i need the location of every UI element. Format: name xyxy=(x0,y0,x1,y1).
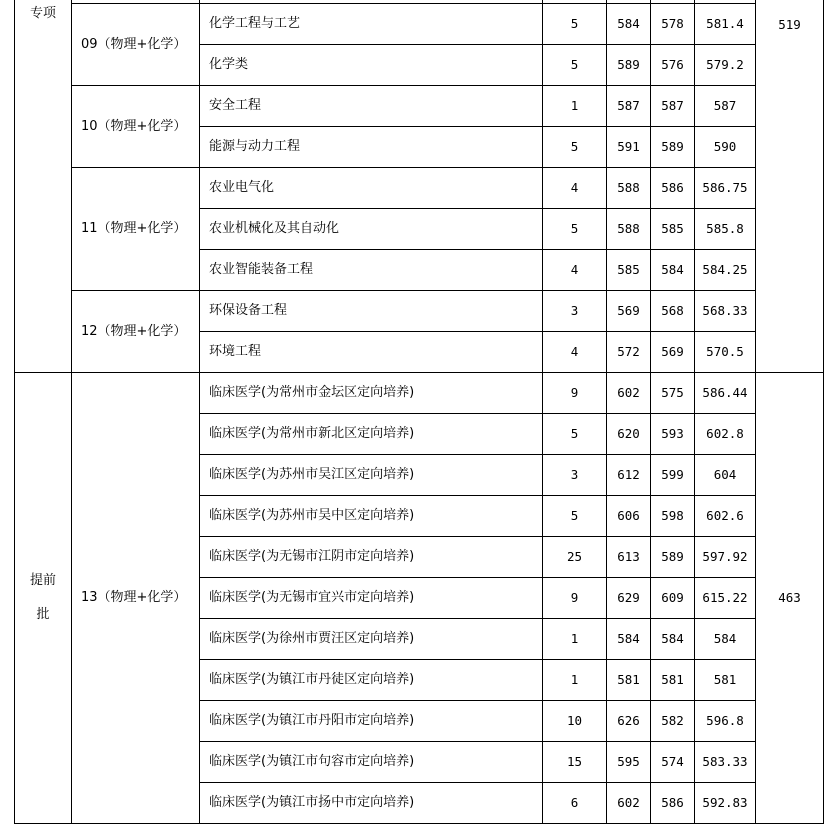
major-name-cell: 农业智能装备工程 xyxy=(200,250,543,291)
table-body xyxy=(15,0,824,824)
max-score-cell: 585 xyxy=(607,250,651,291)
avg-score-cell: 585.8 xyxy=(695,209,756,250)
max-score-cell: 584 xyxy=(607,4,651,45)
major-name-cell: 临床医学(为徐州市贾汪区定向培养) xyxy=(200,619,543,660)
min-score-cell: 582 xyxy=(651,701,695,742)
batch-label-line: 专项 xyxy=(29,6,56,21)
major-name-cell: 临床医学(为常州市新北区定向培养) xyxy=(200,414,543,455)
avg-score-cell: 584.25 xyxy=(695,250,756,291)
min-score-cell: 568 xyxy=(651,291,695,332)
table-row xyxy=(15,168,824,209)
avg-score-cell: 604 xyxy=(695,455,756,496)
batch-label-line: 批 xyxy=(36,607,50,622)
major-name-cell: 临床医学(为无锡市江阴市定向培养) xyxy=(200,537,543,578)
plan-count-cell: 4 xyxy=(543,332,607,373)
major-name-cell: 农业电气化 xyxy=(200,168,543,209)
major-name-cell: 环境工程 xyxy=(200,332,543,373)
max-score-cell: 589 xyxy=(607,45,651,86)
max-score-cell: 588 xyxy=(607,168,651,209)
avg-score-cell: 583.33 xyxy=(695,742,756,783)
control-line-cell: 519 xyxy=(756,0,824,373)
max-score-cell: 591 xyxy=(607,127,651,168)
min-score-cell: 586 xyxy=(651,783,695,824)
major-name-cell: 临床医学(为镇江市扬中市定向培养) xyxy=(200,783,543,824)
plan-count-cell: 4 xyxy=(543,168,607,209)
major-name-cell: 农业机械化及其自动化 xyxy=(200,209,543,250)
table-row xyxy=(15,4,824,45)
min-score-cell: 576 xyxy=(651,45,695,86)
avg-score-cell: 596.8 xyxy=(695,701,756,742)
plan-count-cell: 9 xyxy=(543,578,607,619)
major-name-cell: 临床医学(为镇江市句容市定向培养) xyxy=(200,742,543,783)
min-score-cell: 569 xyxy=(651,332,695,373)
min-score-cell: 589 xyxy=(651,537,695,578)
avg-score-cell: 592.83 xyxy=(695,783,756,824)
major-name-cell: 化学工程与工艺 xyxy=(200,4,543,45)
plan-count-cell: 6 xyxy=(543,783,607,824)
min-score-cell: 581 xyxy=(651,660,695,701)
major-name-cell: 临床医学(为镇江市丹徒区定向培养) xyxy=(200,660,543,701)
max-score-cell: 606 xyxy=(607,496,651,537)
major-group-cell: 09（物理+化学） xyxy=(72,4,200,86)
max-score-cell: 602 xyxy=(607,783,651,824)
avg-score-cell: 584 xyxy=(695,619,756,660)
plan-count-cell: 25 xyxy=(543,537,607,578)
major-name-cell: 环保设备工程 xyxy=(200,291,543,332)
control-line-cell: 463 xyxy=(756,373,824,824)
plan-count-cell: 5 xyxy=(543,127,607,168)
avg-score-cell: 615.22 xyxy=(695,578,756,619)
plan-count-cell: 3 xyxy=(543,291,607,332)
avg-score-cell: 586.75 xyxy=(695,168,756,209)
plan-count-cell: 5 xyxy=(543,496,607,537)
min-score-cell: 598 xyxy=(651,496,695,537)
major-name-cell: 临床医学(为无锡市宜兴市定向培养) xyxy=(200,578,543,619)
major-name-cell: 化学类 xyxy=(200,45,543,86)
avg-score-cell: 597.92 xyxy=(695,537,756,578)
max-score-cell: 626 xyxy=(607,701,651,742)
max-score-cell: 572 xyxy=(607,332,651,373)
avg-score-cell: 581.4 xyxy=(695,4,756,45)
min-score-cell: 575 xyxy=(651,373,695,414)
plan-count-cell: 5 xyxy=(543,45,607,86)
avg-score-cell: 590 xyxy=(695,127,756,168)
avg-score-cell: 587 xyxy=(695,86,756,127)
min-score-cell: 599 xyxy=(651,455,695,496)
table-row xyxy=(15,86,824,127)
max-score-cell: 602 xyxy=(607,373,651,414)
plan-count-cell: 5 xyxy=(543,414,607,455)
max-score-cell: 613 xyxy=(607,537,651,578)
batch-label-line: 提前 xyxy=(29,573,56,588)
table-row xyxy=(15,373,824,414)
admission-scores-table xyxy=(14,0,824,824)
avg-score-cell: 602.6 xyxy=(695,496,756,537)
avg-score-cell: 570.5 xyxy=(695,332,756,373)
major-group-cell: 11（物理+化学） xyxy=(72,168,200,291)
major-name-cell: 临床医学(为苏州市吴江区定向培养) xyxy=(200,455,543,496)
max-score-cell: 620 xyxy=(607,414,651,455)
min-score-cell: 585 xyxy=(651,209,695,250)
table-row xyxy=(15,291,824,332)
major-name-cell: 临床医学(为常州市金坛区定向培养) xyxy=(200,373,543,414)
avg-score-cell: 568.33 xyxy=(695,291,756,332)
plan-count-cell: 5 xyxy=(543,4,607,45)
max-score-cell: 595 xyxy=(607,742,651,783)
plan-count-cell: 15 xyxy=(543,742,607,783)
min-score-cell: 587 xyxy=(651,86,695,127)
plan-count-cell: 1 xyxy=(543,619,607,660)
plan-count-cell: 5 xyxy=(543,209,607,250)
min-score-cell: 584 xyxy=(651,619,695,660)
min-score-cell: 584 xyxy=(651,250,695,291)
major-group-cell: 10（物理+化学） xyxy=(72,86,200,168)
batch-cell xyxy=(15,373,72,824)
major-name-cell: 临床医学(为镇江市丹阳市定向培养) xyxy=(200,701,543,742)
max-score-cell: 588 xyxy=(607,209,651,250)
min-score-cell: 578 xyxy=(651,4,695,45)
avg-score-cell: 579.2 xyxy=(695,45,756,86)
avg-score-cell: 586.44 xyxy=(695,373,756,414)
plan-count-cell: 1 xyxy=(543,86,607,127)
plan-count-cell: 1 xyxy=(543,660,607,701)
max-score-cell: 629 xyxy=(607,578,651,619)
min-score-cell: 609 xyxy=(651,578,695,619)
avg-score-cell: 602.8 xyxy=(695,414,756,455)
max-score-cell: 569 xyxy=(607,291,651,332)
min-score-cell: 593 xyxy=(651,414,695,455)
min-score-cell: 589 xyxy=(651,127,695,168)
min-score-cell: 574 xyxy=(651,742,695,783)
plan-count-cell: 10 xyxy=(543,701,607,742)
min-score-cell: 586 xyxy=(651,168,695,209)
plan-count-cell: 3 xyxy=(543,455,607,496)
max-score-cell: 581 xyxy=(607,660,651,701)
max-score-cell: 612 xyxy=(607,455,651,496)
major-group-cell: 13（物理+化学） xyxy=(72,373,200,824)
max-score-cell: 587 xyxy=(607,86,651,127)
plan-count-cell: 4 xyxy=(543,250,607,291)
major-name-cell: 临床医学(为苏州市吴中区定向培养) xyxy=(200,496,543,537)
plan-count-cell: 9 xyxy=(543,373,607,414)
batch-cell xyxy=(15,0,72,373)
major-name-cell: 安全工程 xyxy=(200,86,543,127)
avg-score-cell: 581 xyxy=(695,660,756,701)
major-name-cell: 能源与动力工程 xyxy=(200,127,543,168)
major-group-cell: 12（物理+化学） xyxy=(72,291,200,373)
max-score-cell: 584 xyxy=(607,619,651,660)
